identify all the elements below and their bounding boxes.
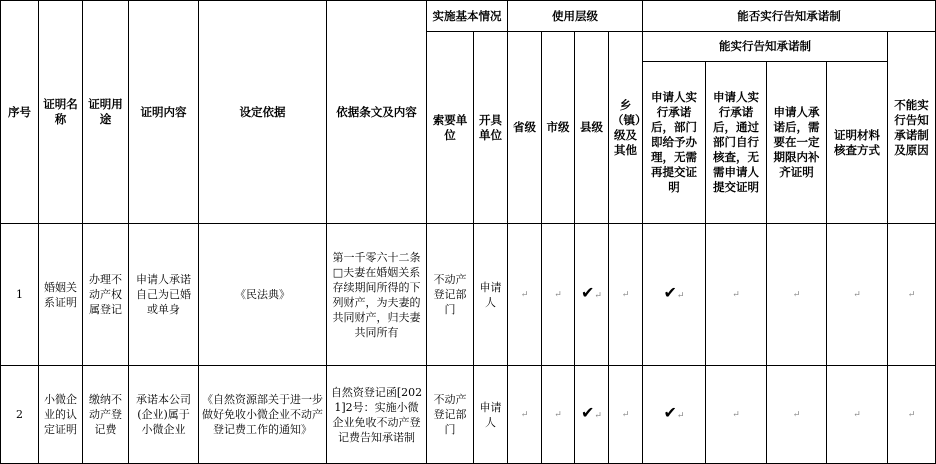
table-row — [1, 224, 936, 366]
row-name: 小微企业的认定证明 — [39, 366, 83, 464]
row-article: 第一千零六十二条□夫妻在婚姻关系存续期间所得的下列财产，为夫妻的共同财产，归夫妻共同所有 — [327, 224, 427, 366]
row-name: 婚姻关系证明 — [39, 224, 83, 366]
header-promise-group: 能否实行告知承诺制 — [643, 1, 936, 32]
row-use: 办理不动产权属登记 — [83, 224, 129, 366]
row-content: 承诺本公司(企业)属于小微企业 — [129, 366, 199, 464]
paragraph-mark: ↵ — [732, 290, 740, 300]
header-not-promise: 不能实行告知承诺制及原因 — [888, 32, 936, 224]
row-not-promise — [888, 224, 936, 366]
paragraph-mark: ↵ — [907, 290, 916, 300]
row-promise-b — [706, 366, 767, 464]
row-promise-b — [706, 224, 767, 366]
header-article: 依据条文及内容 — [327, 1, 427, 224]
row-basis: 《民法典》 — [199, 224, 327, 366]
paragraph-mark: ↵ — [621, 290, 630, 300]
paragraph-mark: ↵ — [792, 290, 801, 300]
checkmark-icon: ✔ — [581, 403, 595, 422]
row-promise-d — [827, 366, 888, 464]
row-promise-d — [827, 224, 888, 366]
row-promise-c — [767, 224, 827, 366]
paragraph-mark: ↵ — [520, 410, 529, 420]
row-issue-unit: 申请人 — [474, 366, 508, 464]
paragraph-mark: ↵ — [621, 410, 630, 420]
row-county — [575, 224, 609, 366]
header-name: 证明名称 — [39, 1, 83, 224]
row-require-unit: 不动产登记部门 — [427, 224, 474, 366]
header-city: 市级 — [542, 32, 575, 224]
checkmark-icon: ✔ — [581, 283, 595, 302]
header-promise-c: 申请人承诺后，需要在一定期限内补齐证明 — [767, 62, 827, 224]
header-basic-group: 实施基本情况 — [427, 1, 508, 32]
paragraph-mark: ↵ — [732, 410, 740, 420]
row-province — [508, 366, 542, 464]
header-promise-sub: 能实行告知承诺制 — [643, 32, 888, 62]
header-basis: 设定依据 — [199, 1, 327, 224]
row-county — [575, 366, 609, 464]
header-require-unit: 索要单位 — [427, 32, 474, 224]
row-seq: 2 — [1, 366, 39, 464]
row-city — [542, 366, 575, 464]
header-seq: 序号 — [1, 1, 39, 224]
row-issue-unit: 申请人 — [474, 224, 508, 366]
header-issue-unit: 开具单位 — [474, 32, 508, 224]
paragraph-mark: ↵ — [594, 411, 602, 421]
header-promise-a: 申请人实行承诺后，部门即给予办理，无需再提交证明 — [643, 62, 706, 224]
row-promise-a — [643, 366, 706, 464]
header-content: 证明内容 — [129, 1, 199, 224]
header-township: 乡（镇）级及其他 — [609, 32, 643, 224]
row-not-promise — [888, 366, 936, 464]
paragraph-mark: ↵ — [676, 291, 685, 301]
row-basis: 《自然资源部关于进一步做好免收小微企业不动产登记费工作的通知》 — [199, 366, 327, 464]
paragraph-mark: ↵ — [853, 410, 861, 420]
row-township — [609, 224, 643, 366]
row-township — [609, 366, 643, 464]
header-use: 证明用途 — [83, 1, 129, 224]
row-city — [542, 224, 575, 366]
paragraph-mark: ↵ — [520, 290, 529, 300]
table-row — [1, 366, 936, 464]
row-article: 自然资登记函[2021]2号：实施小微企业免收不动产登记费告知承诺制 — [327, 366, 427, 464]
header-promise-b: 申请人实行承诺后，通过部门自行核查，无需申请人提交证明 — [706, 62, 767, 224]
paragraph-mark: ↵ — [792, 410, 801, 420]
row-province — [508, 224, 542, 366]
checkmark-icon: ✔ — [663, 403, 677, 422]
paragraph-mark: ↵ — [676, 411, 685, 421]
header-level-group: 使用层级 — [508, 1, 643, 32]
paragraph-mark: ↵ — [853, 290, 861, 300]
paragraph-mark: ↵ — [594, 291, 602, 301]
header-province: 省级 — [508, 32, 542, 224]
paragraph-mark: ↵ — [554, 290, 562, 300]
row-promise-a — [643, 224, 706, 366]
row-content: 申请人承诺自己为已婚或单身 — [129, 224, 199, 366]
row-promise-c — [767, 366, 827, 464]
paragraph-mark: ↵ — [554, 410, 562, 420]
row-use: 缴纳不动产登记费 — [83, 366, 129, 464]
checkmark-icon: ✔ — [663, 283, 677, 302]
header-promise-d: 证明材料核查方式 — [827, 62, 888, 224]
row-seq: 1 — [1, 224, 39, 366]
header-county: 县级 — [575, 32, 609, 224]
paragraph-mark: ↵ — [907, 410, 916, 420]
row-require-unit: 不动产登记部门 — [427, 366, 474, 464]
